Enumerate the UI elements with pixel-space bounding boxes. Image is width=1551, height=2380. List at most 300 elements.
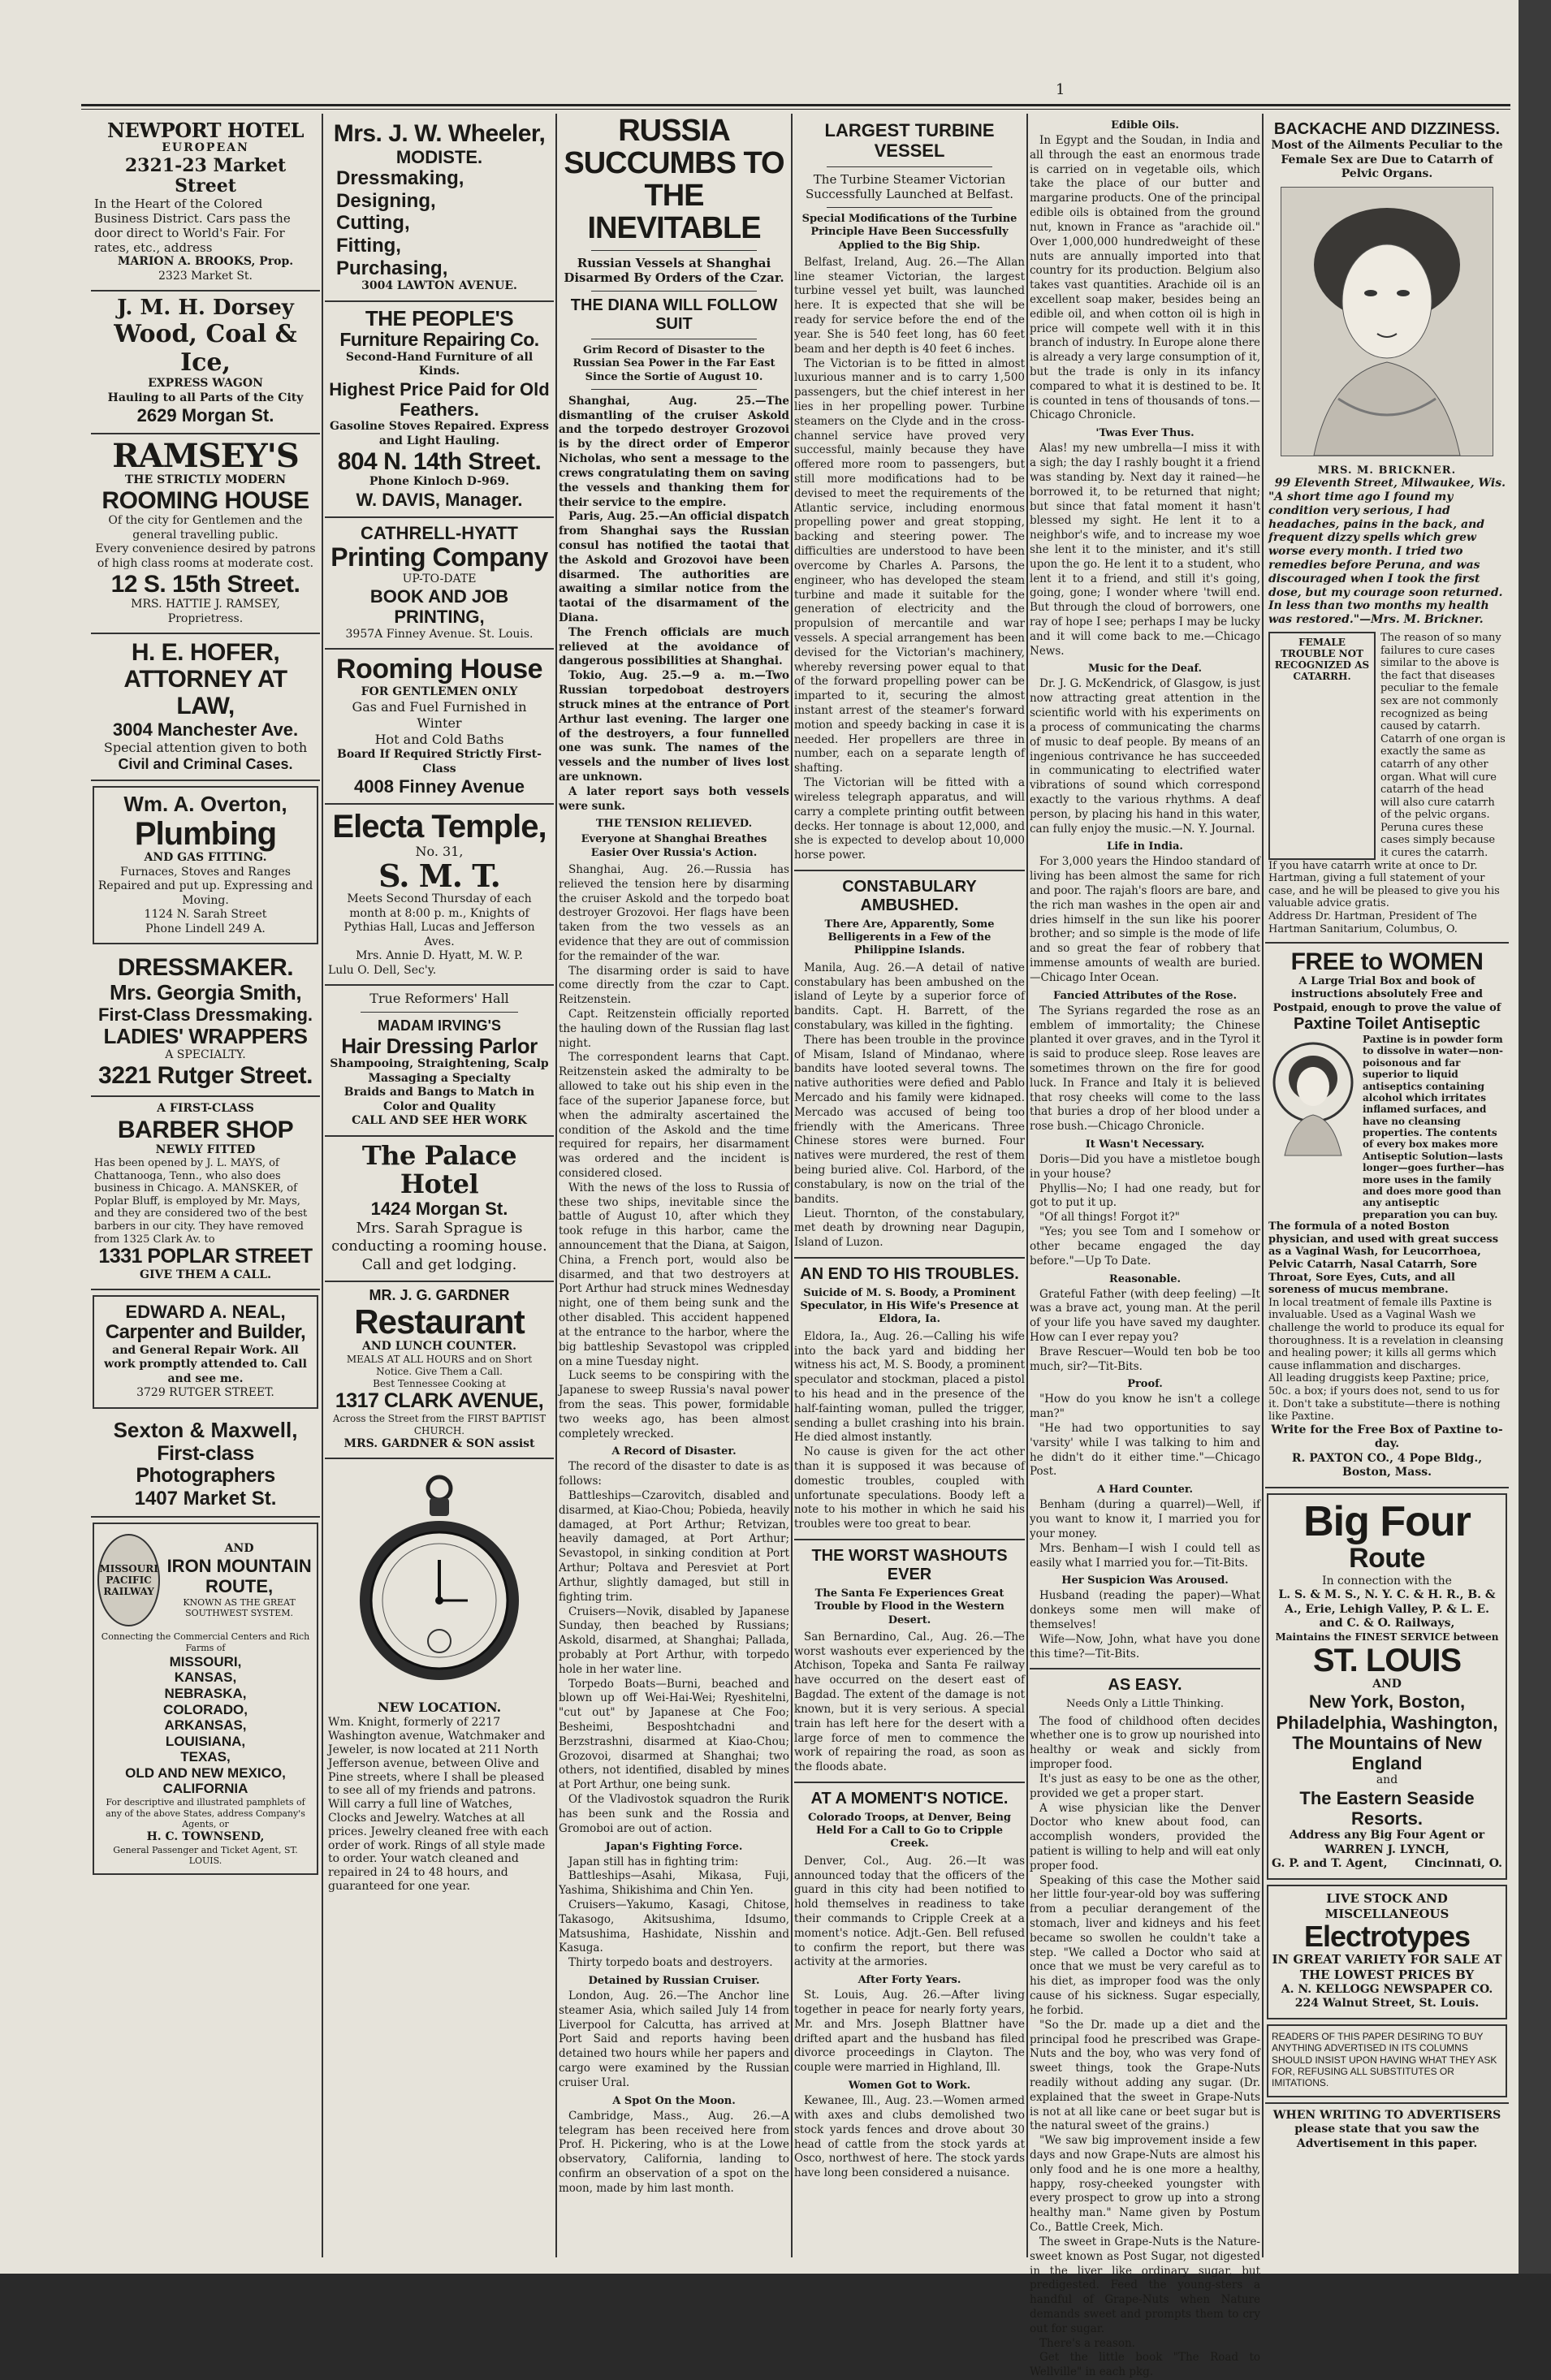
- ad-body: Hauling to all Parts of the City: [107, 391, 304, 404]
- ad-name: H. E. HOFER,: [131, 639, 280, 667]
- headline-moments-notice: AT A MOMENT'S NOTICE.: [810, 1789, 1009, 1808]
- article-paragraph: Paris, Aug. 25.—An official dispatch from Shanghai says the Russian consul has notified the taotai that the Askold and Grozovoi have been disarmed. The authorities are awaiting a similar notice from the taotai of the disarmament of the Diana.: [559, 510, 789, 624]
- ad-address: 1424 Morgan St.: [370, 1199, 508, 1220]
- top-rule-thin: [81, 109, 1510, 110]
- divider: [1030, 1668, 1260, 1669]
- ad-body-3: Board If Required Strictly First-Class: [337, 748, 542, 775]
- column-rule: [555, 114, 557, 2257]
- column-3: [559, 115, 789, 2243]
- divider: [794, 870, 1025, 871]
- ad-specialty: A SPECIALTY.: [165, 1047, 246, 1061]
- portrait-caption: MRS. M. BRICKNER.: [1317, 464, 1457, 477]
- ad-line-5: Purchasing,: [336, 257, 448, 279]
- ad-peoples-furniture: [325, 302, 554, 518]
- article-paragraph: No cause is given for the act other than it is supposed it was because of domestic troubles, coupled with unfortunate speculations. Boody left a note to his mother in which he said his troubles were too great to bear.: [794, 1445, 1025, 1531]
- state-arkansas: ARKANSAS,: [164, 1717, 247, 1734]
- column-rule: [1026, 114, 1028, 2257]
- article-paragraph: With the news of the loss to Russia of these two ships, inevitable since the battle of August 10, after which they took refuge in this harbor, came the announcement that the Diana, at Saigon, China, a French port, would also be disarmed, and that two destroyers at Port Arthur had struck mines Wednesday night, one of them being sunk and the other disabled. This accident happened at the entrance to the harbor, where the big battleship Sevastopol was crippled on a mine Tuesday night.: [559, 1181, 789, 1368]
- ad-address: R. PAXTON CO., 4 Pope Bldg., Boston, Mass.: [1291, 1451, 1483, 1479]
- ad-address: 3221 Rutger Street.: [98, 1062, 313, 1090]
- ad-footer: For descriptive and illustrated pamphlets of any of the above States, address Company's Agents, or: [106, 1796, 305, 1830]
- ad-wheeler: [325, 115, 554, 302]
- ad-body: Gasoline Stoves Repaired. Express and Light Hauling.: [330, 420, 549, 447]
- ad-title: Restaurant: [354, 1302, 525, 1341]
- article-paragraph: San Bernardino, Cal., Aug. 26.—The worst washouts ever experienced by the Atchison, Topeka and Santa Fe railway have occurred on the desert east of Bagdad. The extent of the damage is not known, but it is very serious. A special train has left here for the desert with a large force of men to commence the work of repairing the road, as soon as the floods abate.: [794, 1630, 1025, 1774]
- ad-company: A. N. KELLOGG NEWSPAPER CO.: [1281, 1982, 1493, 1996]
- ad-sub: THE STRICTLY MODERN: [124, 473, 287, 486]
- ad-call: CALL AND SEE HER WORK: [352, 1114, 527, 1128]
- ad-header-row: [97, 1529, 313, 1631]
- subhead: Fancied Attributes of the Rose.: [1052, 989, 1238, 1002]
- divider: [591, 250, 757, 251]
- ad-address: 1331 POPLAR STREET: [98, 1245, 313, 1268]
- subhead: Women Got to Work.: [848, 2080, 971, 2093]
- ad-product: Paxtine Toilet Antiseptic: [1293, 1014, 1481, 1033]
- ad-line: LADIES' WRAPPERS: [103, 1023, 308, 1048]
- article-paragraph: "Of all things! Forgot it?": [1039, 1211, 1180, 1225]
- deck: The Turbine Steamer Victorian Successfully Launched at Belfast.: [805, 171, 1014, 202]
- ad-title-2: Furniture Repairing Co.: [339, 329, 539, 351]
- ad-address: 3004 Manchester Ave.: [112, 719, 299, 741]
- woman-portrait-icon: [1268, 1034, 1358, 1155]
- subhead: Proof.: [1127, 1378, 1163, 1391]
- article-paragraph: Eldora, Ia., Aug. 26.—Calling his wife into the back yard and bidding her witness his act, M. S. Boody, a prominent speculator and stockman, placed a pistol to his head and in the presence of the half-fainting woman, pulled the trigger, sending a bullet crashing into his brain. He died almost instantly.: [794, 1329, 1025, 1445]
- ad-title: THE PEOPLE'S: [365, 305, 514, 330]
- article-paragraph: In Egypt and the Soudan, in India and all through the east an enormous trade is carried on in vegetable oils, which take the place of our butter and margarine products. One of the principal edible oils is obtained from the ground nut, known in France as "arachide oil." Over 1,000,000 hundredweight of these nuts are annually imported into that country for its production. Belgium also takes vast quantities. Arachide oil is an excellent soap maker, besides being an edible oil, and when cotton oil is high in price will compete well with it in this branch of industry. In Europe alone there is already a very large consumption of it, but the trade is only in its infancy compared to what it is destined to be. It is counted in tens of thousands of tons.—Chicago Chronicle.: [1030, 134, 1260, 422]
- article-paragraph: The sweet in Grape-Nuts is the Nature-sweet known as Post Sugar, not digested in the liver like ordinary sugar, but predigested. Feed the young-sters a handful of Grape-Nuts when Nature demands sweet and prompts them to cry out for sugar.: [1030, 2235, 1260, 2335]
- ad-body-2: Civil and Criminal Cases.: [118, 756, 293, 773]
- ad-agent: H. C. TOWNSEND,: [146, 1830, 265, 1844]
- ad-signature-2: Lulu O. Dell, Sec'y.: [328, 963, 437, 977]
- ad-hofer: [91, 634, 320, 781]
- ad-title: MODISTE.: [395, 147, 483, 167]
- ad-lines: L. S. & M. S., N. Y. C. & H. R., B. & A., Erie, Lehigh Valley, P. & L. E. and C. & O. Railways,: [1278, 1588, 1496, 1631]
- article-paragraph: The record of the disaster to date is as follows:: [559, 1460, 789, 1488]
- subhead: Her Suspicion Was Aroused.: [1061, 1574, 1229, 1587]
- ad-body-3: Across the Street from the FIRST BAPTIST CHURCH.: [332, 1412, 547, 1436]
- divider: [794, 1782, 1025, 1783]
- article-paragraph: Thirty torpedo boats and destroyers.: [568, 1956, 773, 1970]
- ad-body: Wm. Knight, formerly of 2217 Washington avenue, Watchmaker and Jeweler, is now located at 211 North Jefferson avenue, between Olive and Pine streets, where I shall be pleased to see all of my friends and patrons. Will carry a full line of Watches, Clocks and Jewelry. Watches at all prices. Jewelry cleaned free with each order of work. Rings of all style made to order. Your watch cleaned and repaired in 24 to 48 hours, and guaranteed for one year.: [328, 1716, 549, 1893]
- ad-address-2: 2323 Market St.: [158, 269, 253, 283]
- article-paragraph: "We saw big improvement inside a few days and now Grape-Nuts are almost his only food and he is one more a healthy, happy, rosy-cheeked youngster with every prospect to grow up into a strong healthy man." Name given by Postum Co., Battle Creek, Mich.: [1030, 2134, 1260, 2235]
- article-paragraph: Battleships—Asahi, Mikasa, Fuji, Yashima, Shikishima and Chin Yen.: [559, 1869, 789, 1898]
- subhead: A Hard Counter.: [1096, 1484, 1194, 1497]
- article-paragraph: Speaking of this case the Mother said her little four-year-old boy was suffering from a peculiar derangement of the stomach, liver and kidneys and his feet became so swollen he couldn't take a step. "We called a Doctor who said at once that we must be very careful as to his diet, as improper food was the only cause of his sickness. Sugar especially, he forbid.: [1030, 1873, 1260, 2017]
- ad-title: ATTORNEY AT LAW,: [123, 666, 287, 720]
- ad-number: No. 31,: [415, 844, 464, 860]
- article-paragraph: Denver, Col., Aug. 26.—It was announced today that the officers of the guard in this city had been notified to hold themselves in readiness to take their commands to Cripple Creek at a moment's notice. Adjt.-Gen. Bell refused to confirm the report, but there was activity at the armories.: [794, 1854, 1025, 1969]
- article-paragraph: Shanghai, Aug. 25.—The dismantling of the cruiser Askold and the torpedo destroyer Grozovoi is by the direct order of Emperor Nicholas, who sent a message to the crews congratulating them on saving the vessels and thanking them for their service to the empire.: [559, 394, 789, 509]
- article-paragraph: A later report says both vessels were sunk.: [559, 784, 789, 813]
- ad-body: Special attention given to both: [103, 740, 308, 756]
- ad-body-2: Braids and Bangs to Match in Color and Quality: [343, 1086, 535, 1113]
- ad-sub: KNOWN AS THE GREAT SOUTHWEST SYSTEM.: [183, 1596, 296, 1619]
- divider: [361, 1012, 518, 1013]
- ad-body: Gas and Fuel Furnished in Winter: [352, 699, 527, 732]
- ad-deck: A Large Trial Box and book of instructions absolutely Free and Postpaid, enough to prove the value of: [1272, 975, 1501, 1014]
- ad-title: DRESSMAKER.: [117, 954, 294, 982]
- article-paragraph: Grateful Father (with deep feeling) —It was a brave act, young man. At the peril of your life you have saved my daughter. How can I ever repay you?: [1030, 1287, 1260, 1344]
- ad-body: The reason of so many failures to cure cases similar to the above is the fact that diseases peculiar to the female sex are not commonly recognized as being caused by catarrh. Catarrh of one organ is exactly the same as catarrh of any other organ. What will cure catarrh of the head will also cure catarrh of the pelvic organs. Peruna cures these cases simply because it cures the catarrh.: [1380, 631, 1506, 860]
- headline-constabulary: CONSTABULARY AMBUSHED.: [842, 877, 977, 914]
- article-paragraph: Lieut. Thornton, of the constabulary, met death by drowning near Dagupin, Island of Luzon.: [794, 1207, 1025, 1250]
- ad-body: IN GREAT VARIETY FOR SALE AT THE LOWEST PRICES BY: [1272, 1952, 1502, 1983]
- subhead: 'Twas Ever Thus.: [1095, 427, 1195, 440]
- portrait-image: [1281, 187, 1493, 456]
- article-paragraph: Shanghai, Aug. 26.—Russia has relieved the tension here by disarming the cruiser Askold and the torpedo boat destroyer Grozovoi. Her flags have been taken from the two vessels as an evidence that they are out of commission for the remainder of the war.: [559, 862, 789, 963]
- headline-washouts: THE WORST WASHOUTS EVER: [811, 1547, 1008, 1584]
- column-5: [1030, 115, 1260, 2379]
- ad-name: Wm. A. Overton,: [123, 792, 287, 817]
- headline-troubles: AN END TO HIS TROUBLES.: [800, 1264, 1019, 1283]
- article-paragraph: For 3,000 years the Hindoo standard of living has been almost the same for rich and poor. The rajah's floors are bare, and the rich man washes in the open air and dries himself in the sun like his poorer brother; and so simple is the mode of life and so great the fear of robbery that immense amounts of wealth are buried.—Chicago Inter Ocean.: [1030, 855, 1260, 984]
- deck: There Are, Apparently, Some Belligerents in a Few of the Philippine Islands.: [824, 918, 995, 957]
- ad-title: ROOMING HOUSE: [102, 487, 309, 515]
- ad-name: J. M. H. Dorsey: [117, 296, 294, 321]
- deck: The Santa Fe Experiences Great Trouble by Flood in the Western Desert.: [814, 1587, 1004, 1626]
- ad-newport-hotel: [91, 115, 320, 292]
- ad-sub: A FIRST-CLASS: [157, 1102, 254, 1116]
- state-texas: TEXAS,: [180, 1749, 231, 1765]
- ad-body-2: Best Tennessee Cooking at: [373, 1378, 506, 1390]
- ad-body: Shampooing, Straightening, Scalp Massaging a Specialty: [330, 1057, 549, 1085]
- ad-sub: AND LUNCH COUNTER.: [362, 1339, 516, 1353]
- ad-sub: First-Class Dressmaking.: [97, 1004, 313, 1025]
- ad-body: and General Repair Work. All work promptly attended to. Call and see me.: [104, 1343, 307, 1385]
- page-folio: 1: [1056, 81, 1065, 98]
- ad-maintains: Maintains the FINEST SERVICE between: [1275, 1631, 1499, 1643]
- notice-text: WHEN WRITING TO ADVERTISERS please state that you saw the Advertisement in this paper.: [1272, 2108, 1501, 2150]
- ad-title: The Palace Hotel: [361, 1139, 517, 1200]
- article-paragraph: The French officials are much relieved at the avoidance of dangerous possibilities at Shanghai.: [559, 625, 789, 668]
- ad-body: MEALS AT ALL HOURS and on Short Notice. Give Them a Call.: [346, 1354, 533, 1378]
- ad-city: ST. LOUIS: [1312, 1642, 1462, 1678]
- headline-turbine: LARGEST TURBINE VESSEL: [824, 120, 995, 162]
- ad-line-1: Dressmaking,: [336, 167, 464, 190]
- ad-body: Connecting the Commercial Centers and Rich Farms of: [101, 1631, 310, 1654]
- ad-electa-temple: [325, 805, 554, 986]
- ad-title: First-class Photographers: [136, 1441, 275, 1488]
- article-paragraph: There has been trouble in the province of Misam, Island of Mindanao, where bandits have looted several towns. The native authorities were defied and Pablo Mercado and his family were kidnaped. Mercado was accused of being too friendly with the Americans. Three Chinese stores were burned. Four natives were murdered, the rest of them being buried alive. Col. Harbord, of the constabulary, is now on the trial of the bandits.: [794, 1033, 1025, 1206]
- ad-cities: New York, Boston, Philadelphia, Washington,: [1276, 1691, 1498, 1733]
- ad-neal: [93, 1295, 318, 1409]
- ad-agent: WARREN J. LYNCH,: [1324, 1842, 1449, 1856]
- column-4: [794, 115, 1025, 2243]
- ad-title: BARBER SHOP: [117, 1116, 294, 1143]
- ad-body: Meets Second Thursday of each month at 8:00 p. m., Knights of Pythias Hall, Lucas and Jefferson Aves.: [343, 892, 535, 948]
- column-rule: [791, 114, 793, 2257]
- ad-smt: S. M. T.: [378, 857, 500, 895]
- ad-title: NEWPORT HOTEL: [107, 119, 304, 142]
- article-paragraph: Phyllis—No; I had one ready, but for got to put it up.: [1030, 1181, 1260, 1210]
- ad-title: BACKACHE AND DIZZINESS.: [1273, 120, 1501, 138]
- article-paragraph: Capt. Reitzenstein officially reported the hauling down of the Russian flag last night.: [559, 1008, 789, 1050]
- ad-line-2: Designing,: [336, 189, 436, 212]
- article-paragraph: Mrs. Benham—I wish I could tell as easily what I married you for.—Tit-Bits.: [1030, 1541, 1260, 1570]
- ad-side-text: Paxtine is in powder form to dissolve in water—non-poisonous and far superior to liquid antiseptics containing alcohol which irritates inflamed surfaces, and have no cleansing properties. The contents of every box makes more Antiseptic Solution—lasts longer—goes further—has more uses in the family and does more good than any antiseptic preparation you can buy.: [1363, 1033, 1505, 1220]
- ad-sub: Second-Hand Furniture of all Kinds.: [345, 350, 534, 378]
- ad-body-3: All leading druggists keep Paxtine; price, 50c. a box; if yours does not, send to us for it. Don't take a substitute—there is nothing like Paxtine.: [1268, 1372, 1501, 1423]
- ad-address: 224 Walnut Street, St. Louis.: [1294, 1997, 1480, 2011]
- ad-body-4: Write for the Free Box of Paxtine to-day.: [1271, 1423, 1503, 1451]
- state-new-mexico: OLD AND NEW MEXICO,: [125, 1764, 286, 1781]
- ad-knight-jeweler: [325, 1459, 554, 1899]
- divider: [794, 1539, 1025, 1540]
- article-paragraph: Manila, Aug. 26.—A detail of native constabulary has been ambushed on the island of Leyte by a superior force of bandits. Capt. H. Barrett, of the constabulary, was killed in the fighting.: [794, 961, 1025, 1032]
- article-paragraph: The food of childhood often decides whether one is to grow up nourished into healthy or weak and sickly from improper food.: [1030, 1714, 1260, 1772]
- ad-sexton-maxwell: [91, 1414, 320, 1518]
- ad-barber-shop: [91, 1097, 320, 1290]
- ad-call: Call and get lodging.: [361, 1255, 517, 1273]
- ad-title: Carpenter and Builder,: [105, 1321, 306, 1344]
- subhead: A Record of Disaster.: [611, 1445, 737, 1458]
- ad-ramsey: [91, 434, 320, 635]
- ad-address: Address any Big Four Agent or: [1289, 1829, 1485, 1842]
- deck: Colorado Troops, at Denver, Being Held For a Call to Go to Cripple Creek.: [807, 1811, 1012, 1851]
- article-paragraph: Cambridge, Mass., Aug. 26.—A telegram has been received here from Prof. H. Pickering, who is at the Lowe observatory, California, landing to confirm an observation of a spot on the moon, made by him last month.: [559, 2109, 789, 2195]
- state-colorado: COLORADO,: [163, 1701, 248, 1717]
- article-paragraph: The Victorian is to be fitted in almost luxurious manner and is to carry 1,500 passengers, but the chief interest in her lies in her propelling power. Turbine steamers on the Clyde and in the cross-channel service have proved very successful, mainly because they have offered more room to passengers, but still more modifications had to be devised to meet the requirements of the Atlantic service, including enormous propelling power and great stopping, backing and steering power. The difficulties are understood to have been overcome by Charles A. Parsons, the engineer, who has developed the steam turbine and made it suitable for the generation of electricity and the propulsion of mercantile and war vessels. A special arrangement has been devised for the Victorian's machinery, whereby reversing power equal to that of the forward propelling power can be imparted to it, securing the almost instant arrest of the steamer's forward motion and speedy backing in case it is needed. Her propellers are three in number, each on a separate length of shafting.: [794, 356, 1025, 775]
- ad-title: Electa Temple,: [332, 809, 547, 845]
- ad-sub: FOR GENTLEMEN ONLY: [361, 685, 518, 698]
- article-paragraph: The Syrians regarded the rose as an emblem of immortality; the Chinese planted it over graves, and in the Tyrol it is said to produce sleep. Rose leaves are sometimes thrown on the fire for good luck. In France and Italy it is believed that rosy cheeks will come to the lass that buries a drop of her blood under a rose bush.—Chicago Chronicle.: [1030, 1004, 1260, 1134]
- ad-peruna: [1265, 115, 1509, 944]
- state-missouri: MISSOURI,: [169, 1653, 242, 1669]
- deck: Grim Record of Disaster to the Russian Sea Power in the Far East Since the Sortie of August 10.: [572, 344, 776, 383]
- article-paragraph: Alas! my new umbrella—I miss it with a sigh; the day I rashly bought it a friend was standing by. Next day it rained—he borrowed it, to be returned that night; but since that fatal moment it hasn't blessed my sight. He lent it to a neighbor's wife, and to increase my woe she lent it to the minister, and it's still upon the go. He lent it to a student, who lent it to a friend, and still it's going, going, gone; I wonder where 'twill end. But through the cloud of borrowers, one ray of hope I see; perhaps I may be lucky and it will come back to me.—Chicago News.: [1030, 442, 1260, 658]
- article-paragraph: London, Aug. 26.—The Anchor line steamer Asia, which sailed July 14 from Liverpool for Calcutta, has arrived at Port Said and reports having been detained two hours while her papers and cargo were examined by the Russian cruiser Ural.: [559, 1989, 789, 2089]
- notice-readers: [1267, 2024, 1507, 2097]
- article-paragraph: Belfast, Ireland, Aug. 26.—The Allan line steamer Victorian, the largest turbine vessel yet built, was launched here. It is expected that she will be ready for service before the end of the year. She is 540 feet long, has 60 feet beam and her depth is 40 feet 6 inches.: [794, 255, 1025, 356]
- ad-name: EDWARD A. NEAL,: [125, 1302, 286, 1323]
- column-1: [91, 115, 320, 2243]
- ad-body-row: [1268, 1034, 1506, 1220]
- railway-badge-icon: [97, 1534, 160, 1626]
- ad-title: Wood, Coal & Ice,: [114, 320, 297, 377]
- ad-quote: "A short time ago I found my condition very serious, I had headaches, pains in the back, and frequent dizzy spells which grew worse every month. I tried two remedies before Peruna, and was discouraged when I took the first dose, but my courage soon returned. In less than two months my health was restored."—Mrs. M. Brickner.: [1268, 490, 1503, 627]
- article-paragraph: Dr. J. G. McKendrick, of Glasgow, is just now attracting great attention in the scientific world with his experiments on a process of communicating the charms of music to deaf people. By means of an ingenious contrivance he has succeeded in communicating to electrified water vibrations of sound which correspond exactly to the various rhythms. A deaf person, by placing his hand in this water, can fully enjoy the music.—N. Y. Journal.: [1030, 677, 1260, 836]
- ad-address: 2321-23 Market Street: [124, 154, 287, 197]
- ad-paxtine: [1265, 944, 1509, 1488]
- ad-name: CATHRELL-HYATT: [361, 523, 518, 544]
- ad-madam: MADAM IRVING'S: [378, 1017, 501, 1035]
- ad-body-2: Hot and Cold Baths: [374, 732, 504, 748]
- ad-palace-hotel: [325, 1137, 554, 1282]
- ad-cathrell-hyatt: [325, 518, 554, 650]
- article-paragraph: "He had two opportunities to say 'varsity' while I was talking to him and he didn't do it either time."—Chicago Post.: [1030, 1422, 1260, 1479]
- ad-title: Big Four: [1303, 1497, 1471, 1545]
- article-paragraph: The disarming order is said to have come directly from the czar to Capt. Reitzenstein.: [559, 964, 789, 1007]
- subhead: Japan's Fighting Force.: [605, 1840, 743, 1853]
- ad-title: Electrotypes: [1303, 1920, 1471, 1954]
- ad-big-four: [1267, 1493, 1507, 1880]
- article-paragraph: Battleships—Czarovitch, disabled and disarmed, at Kiao-Chou; Pobieda, heavily damaged, at Port Arthur; Retvizan, heavily damaged, at Port Arthur; Sevastopol, in sinking condition at Port Arthur; Poltava and Peresviet at Port Arthur, slightly damaged, but still in fighting trim.: [559, 1489, 789, 1604]
- ad-address: 99 Eleventh Street, Milwaukee, Wis.: [1274, 476, 1506, 490]
- ad-address: 3729 RUTGER STREET.: [136, 1386, 274, 1400]
- article-paragraph: It's just as easy to be one as the other, provided we get a proper start.: [1030, 1772, 1260, 1800]
- ad-body: The formula of a noted Boston physician, and used with great success as a Vaginal Wash, for Leucorrhoea, Pelvic Catarrh, Nasal Catarrh, Sore Throat, Sore Eyes, Cuts, and all soreness of mucus membrane.: [1268, 1220, 1499, 1297]
- article-paragraph: "Yes; you see Tom and I somehow or other became engaged the day before."—Up To Date.: [1030, 1225, 1260, 1268]
- ad-call: GIVE THEM A CALL.: [140, 1268, 271, 1281]
- ad-address: 3957A Finney Avenue. St. Louis.: [345, 627, 534, 641]
- badge-text: MISSOURI PACIFIC RAILWAY: [99, 1563, 158, 1598]
- deck: Suicide of M. S. Boody, a Prominent Speculator, in His Wife's Presence at Eldora, Ia.: [800, 1286, 1019, 1326]
- article-paragraph: St. Louis, Aug. 26.—After living together in peace for nearly forty years, Mr. and Mrs. Joseph Blattner have drifted apart and the husband has filed divorce proceedings in Clayton. The couple were married in Highland, Ill.: [794, 1989, 1025, 2075]
- ad-line: BOOK AND JOB PRINTING,: [369, 586, 509, 628]
- article-paragraph: Doris—Did you have a mistletoe bough in your house?: [1030, 1153, 1260, 1181]
- column-2: [325, 115, 554, 2243]
- ad-and: AND: [224, 1541, 254, 1555]
- ad-address: 3004 LAWTON AVENUE.: [361, 279, 517, 293]
- ad-address: 804 N. 14th Street.: [337, 448, 542, 476]
- article-paragraph: Japan still has in fighting trim:: [568, 1855, 739, 1868]
- ad-address: 12 S. 15th Street.: [110, 571, 300, 598]
- state-california: CALIFORNIA: [162, 1781, 248, 1797]
- article-paragraph: The correspondent learns that Capt. Reitzenstein asked the admiralty to be allowed to take out his ship even in the face of the superior Japanese force, but when the admiralty ascertained the condition of the Askold and the time required for repairs, her disarmament was ordered and the incident is considered closed.: [559, 1051, 789, 1180]
- article-paragraph: There's a reason.: [1039, 2336, 1135, 2350]
- article-paragraph: Benham (during a quarrel)—Well, if you want to know it, I married you for your money.: [1030, 1498, 1260, 1540]
- subhead: Reasonable.: [1108, 1272, 1182, 1285]
- notice-writing: [1265, 2102, 1509, 2158]
- ad-agent-2: General Passenger and Ticket Agent, ST. LOUIS.: [113, 1844, 298, 1867]
- divider: [591, 389, 757, 390]
- ad-address: 2629 Morgan St.: [136, 405, 274, 426]
- divider: [794, 1257, 1025, 1259]
- ad-resorts: The Eastern Seaside Resorts.: [1299, 1787, 1475, 1829]
- ad-title: IRON MOUNTAIN ROUTE,: [166, 1556, 312, 1597]
- ad-title: NEW LOCATION.: [377, 1700, 502, 1716]
- column-rule: [1262, 114, 1264, 2257]
- ad-body: In the Heart of the Colored Business District. Cars pass the door direct to World's Fair. For rates, etc., address: [94, 197, 291, 256]
- ad-sub: EUROPEAN: [162, 141, 249, 155]
- ad-rooming-house: [325, 650, 554, 805]
- headline-as-easy: AS EASY.: [1108, 1676, 1182, 1695]
- ad-hall: True Reformers' Hall: [369, 991, 509, 1007]
- ad-title: Hair Dressing Parlor: [341, 1033, 538, 1058]
- headline-diana: THE DIANA WILL FOLLOW SUIT: [570, 296, 778, 334]
- ad-sub: EXPRESS WAGON: [148, 377, 263, 391]
- article-paragraph: Cruisers—Yakumo, Kasagi, Chitose, Takasogo, Akitsushima, Idsumo, Matsushima, Hashidate, Nisshin and Kasuga.: [559, 1898, 789, 1955]
- ad-title: Plumbing: [134, 816, 277, 853]
- ad-line: Highest Price Paid for Old Feathers.: [329, 378, 550, 420]
- ad-name: MR. J. G. GARDNER: [369, 1287, 510, 1304]
- ad-sub: LIVE STOCK AND MISCELLANEOUS: [1324, 1890, 1449, 1921]
- ad-body-2: Every convenience desired by patrons of high class rooms at moderate cost.: [95, 542, 316, 570]
- deck: Everyone at Shanghai Breathes Easier Over Russia's Action.: [581, 833, 767, 859]
- notice-text: READERS OF THIS PAPER DESIRING TO BUY ANYTHING ADVERTISED IN ITS COLUMNS SHOULD INSIST UPON HAVING WHAT THEY ASK FOR, REFUSING ALL SUBSTITUTES OR IMITATIONS.: [1272, 2030, 1497, 2089]
- article-paragraph: Kewanee, Ill., Aug. 23.—Women armed with axes and clubs demolished two stock yards fences and drove about 30 head of cattle from the stock yards at Osco, northwest of here. The stock yards have long been considered a nuisance.: [794, 2094, 1025, 2180]
- headline-russia: RUSSIA SUCCUMBS TO THE INEVITABLE: [564, 114, 784, 245]
- article-paragraph: Of the Vladivostok squadron the Rurik has been sunk and the Rossia and Gromoboi are out of action.: [559, 1793, 789, 1835]
- ad-address: 1124 N. Sarah Street: [144, 908, 267, 922]
- ad-title: Printing Company: [331, 542, 548, 572]
- ad-name: Mrs. Georgia Smith,: [109, 980, 302, 1005]
- subhead: Detained by Russian Cruiser.: [588, 1975, 760, 1987]
- article-paragraph: Tokio, Aug. 25.—9 a. m.—Two Russian torpedoboat destroyers struck mines at the entrance of Port Arthur last evening. The larger one of the destroyers, a four funnelled one was sunk. The names of the vessels and the number of lives lost are unknown.: [559, 669, 789, 784]
- article-paragraph: Wife—Now, John, what have you done this time?—Tit-Bits.: [1030, 1632, 1260, 1661]
- ad-body-3: Address Dr. Hartman, President of The Hartman Sanitarium, Columbus, O.: [1268, 910, 1477, 935]
- article-paragraph: Luck seems to be conspiring with the Japanese to sweep Russia's naval power from the seas. This power, formidable two weeks ago, has been almost completely wrecked.: [559, 1369, 789, 1441]
- ad-name: Mrs. J. W. Wheeler,: [333, 120, 546, 147]
- scan-edge: [1519, 0, 1551, 2274]
- article-paragraph: "How do you know he isn't a college man?": [1030, 1393, 1260, 1421]
- ad-electrotypes: [1267, 1885, 1507, 2019]
- ad-dorsey: [91, 292, 320, 434]
- subhead: It Wasn't Necessary.: [1085, 1138, 1205, 1151]
- column-6: [1265, 115, 1509, 2243]
- article-paragraph: Torpedo Boats—Burni, beached and blown up off Wei-Hai-Wei; Ryeshitelni, "cut out" by Japanese at Che Foo; Besheimi, Besposhtchadni and Berzstrashni, disarmed at Kiao-Chou; Grozovoi, disarmed at Shanghai; two others, not identified, disabled by mines at Port Arthur, one being sunk.: [559, 1677, 789, 1792]
- ad-madam-irving: [325, 986, 554, 1137]
- ad-title: Rooming House: [335, 654, 543, 685]
- ad-line-3: Cutting,: [336, 212, 410, 235]
- subhead: Edible Oils.: [1111, 119, 1179, 132]
- ad-agent-3: Cincinnati, O.: [1415, 1857, 1502, 1871]
- ad-line-4: Fitting,: [336, 235, 401, 257]
- ad-proprietor: MRS. HATTIE J. RAMSEY, Proprietress.: [131, 598, 280, 625]
- ad-overton: [93, 786, 318, 944]
- ad-body: Mrs. Sarah Sprague is conducting a rooming house.: [331, 1219, 547, 1255]
- ad-proprietor: MRS. GARDNER & SON assist: [343, 1436, 535, 1450]
- ad-gardner-restaurant: [325, 1282, 554, 1459]
- divider: [827, 166, 992, 167]
- ad-missouri-pacific: [93, 1523, 318, 1875]
- ad-body: Has been opened by J. L. MAYS, of Chattanooga, Tenn., who also does business in Chicago. A. MANSKER, of Poplar Bluff, is employed by Mr. Mays, and they are considered two of the best barbers in our city. They have removed from 1325 Clark Av. to: [94, 1157, 308, 1246]
- article-paragraph: Brave Rescuer—Would ten bob be too much, sir?—Tit-Bits.: [1030, 1345, 1260, 1373]
- ad-address: 1407 Market St.: [134, 1487, 277, 1510]
- ad-body: Of the city for Gentlemen and the general travelling public.: [108, 514, 303, 542]
- divider: [827, 207, 992, 208]
- ad-agent-2: G. P. and T. Agent,: [1272, 1857, 1388, 1871]
- ad-route: Route: [1349, 1543, 1425, 1574]
- ad-phone: Phone Lindell 249 A.: [145, 922, 266, 935]
- ad-body-2: If you have catarrh write at once to Dr. Hartman, giving a full statement of your case, and he will be pleased to give you his valuable advice gratis.: [1268, 859, 1500, 910]
- ad-body-row: [1268, 632, 1506, 860]
- ad-agent-row: [1272, 1857, 1502, 1872]
- ad-sub: UP-TO-DATE: [402, 572, 477, 585]
- ad-address: 1317 CLARK AVENUE,: [335, 1389, 544, 1413]
- top-rule: [81, 104, 1510, 106]
- article-paragraph: Husband (reading the paper)—What donkeys some men will make of themselves!: [1030, 1589, 1260, 1631]
- ad-sub: AND GAS FITTING.: [144, 851, 267, 865]
- deck: Needs Only a Little Thinking.: [1065, 1698, 1225, 1711]
- ad-body: Furnaces, Stoves and Ranges Repaired and put up. Expressing and Moving.: [97, 865, 313, 907]
- ad-box: FEMALE TROUBLE NOT RECOGNIZED AS CATARRH.: [1268, 632, 1376, 860]
- ad-signature: Mrs. Annie D. Hyatt, M. W. P.: [356, 949, 523, 963]
- ad-mountains: The Mountains of New England: [1292, 1732, 1482, 1774]
- ad-phone: Phone Kinloch D-969.: [369, 475, 510, 489]
- subhead: THE TENSION RELIEVED.: [595, 818, 753, 831]
- ad-proprietor: MARION A. BROOKS, Prop.: [117, 255, 294, 269]
- state-kansas: KANSAS,: [174, 1669, 237, 1686]
- ad-deck: Most of the Ailments Peculiar to the Female Sex are Due to Catarrh of Pelvic Organs.: [1271, 139, 1503, 180]
- ad-title: FREE to WOMEN: [1290, 948, 1484, 976]
- article-paragraph: Get the little book "The Road to Wellville" in each pkg.: [1030, 2351, 1260, 2379]
- ad-address: 4008 Finney Avenue: [354, 776, 525, 797]
- subhead: Life in India.: [1107, 840, 1183, 853]
- state-louisiana: LOUISIANA,: [165, 1733, 246, 1749]
- article-paragraph: "So the Dr. made up a diet and the principal food he prescribed was Grape-Nuts and the boy, who was very fond of sweet things, took the Grape-Nuts readily without adding any sugar. (Dr. explained that the sweet in Grape-Nuts is not at all like cane or beet sugar but is the natural sweet of the grains.): [1030, 2018, 1260, 2133]
- subhead: After Forty Years.: [858, 1974, 961, 1987]
- ad-sub: In connection with the: [1322, 1574, 1452, 1587]
- ad-body-2: In local treatment of female ills Paxtine is invaluable. Used as a Vaginal Wash we challenge the world to produce its equal for thoroughness. It is a revelation in cleansing and healing power; it kills all germs which cause inflammation and discharges.: [1268, 1296, 1504, 1372]
- state-nebraska: NEBRASKA,: [164, 1685, 247, 1701]
- subhead: Music for the Deaf.: [1087, 663, 1203, 676]
- article-paragraph: A wise physician like the Denver Doctor who knew about food, can accomplish wonders, provided the patient is willing to help and will eat only proper food.: [1030, 1801, 1260, 1872]
- ad-manager: W. DAVIS, Manager.: [356, 489, 523, 510]
- deck: Russian Vessels at Shanghai Disarmed By Orders of the Czar.: [564, 255, 784, 286]
- ad-dressmaker: [91, 949, 320, 1097]
